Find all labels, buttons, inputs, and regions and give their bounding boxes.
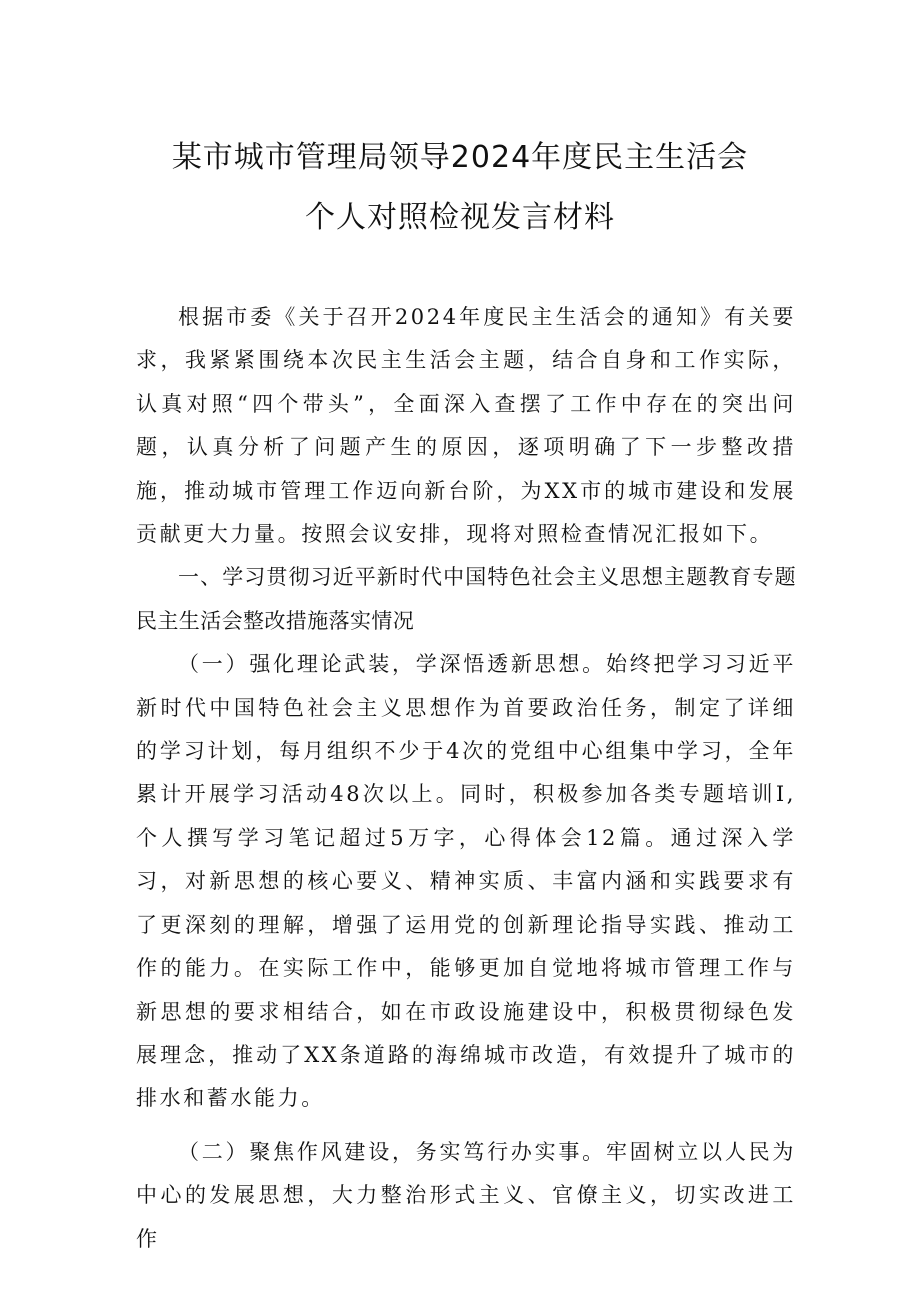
paragraph-2: （二）聚焦作风建设，务实笃行办实事。牢固树立以人民为中心的发展思想，大力整治形式主义、官僚主义，切实改进工作 [136, 1139, 796, 1251]
document-title-line-2: 个人对照检视发言材料 [305, 200, 615, 235]
document-body [136, 296, 796, 1261]
section-1-heading: 一、学习贯彻习近平新时代中国特色社会主义思想主题教育专题民主生活会整改措施落实情况 [136, 565, 796, 633]
paragraph-1: （一）强化理论武装，学深悟透新思想。始终把学习习近平新时代中国特色社会主义思想作为首要政治任务，制定了详细的学习计划，每月组织不少于4次的党组中心组集中学习，全年累计开展学习活动48次以上。同时，积极参加各类专题培训I,个人撰写学习笔记超过5万字，心得体会12篇。通过深入学习，对新思想的核心要义、精神实质、丰富内涵和实践要求有了更深刻的理解，增强了运用党的创新理论指导实践、推动工作的能力。在实际工作中，能够更加自觉地将城市管理工作与新思想的要求相结合，如在市政设施建设中，积极贯彻绿色发展理念，推动了XX条道路的海绵城市改造，有效提升了城市的排水和蓄水能力。 [136, 652, 796, 1111]
document-title-line-1: 某市城市管理局领导2024年度民主生活会 [171, 140, 749, 175]
paragraph-gap [136, 1121, 796, 1131]
intro-paragraph: 根据市委《关于召开2024年度民主生活会的通知》有关要求，我紧紧围绕本次民主生活会主题，结合自身和工作实际，认真对照“四个带头”，全面深入查摆了工作中存在的突出问题，认真分析了问题产生的原因，逐项明确了下一步整改措施，推动城市管理工作迈向新台阶，为XX市的城市建设和发展贡献更大力量。按照会议安排，现将对照检查情况汇报如下。 [136, 305, 796, 547]
